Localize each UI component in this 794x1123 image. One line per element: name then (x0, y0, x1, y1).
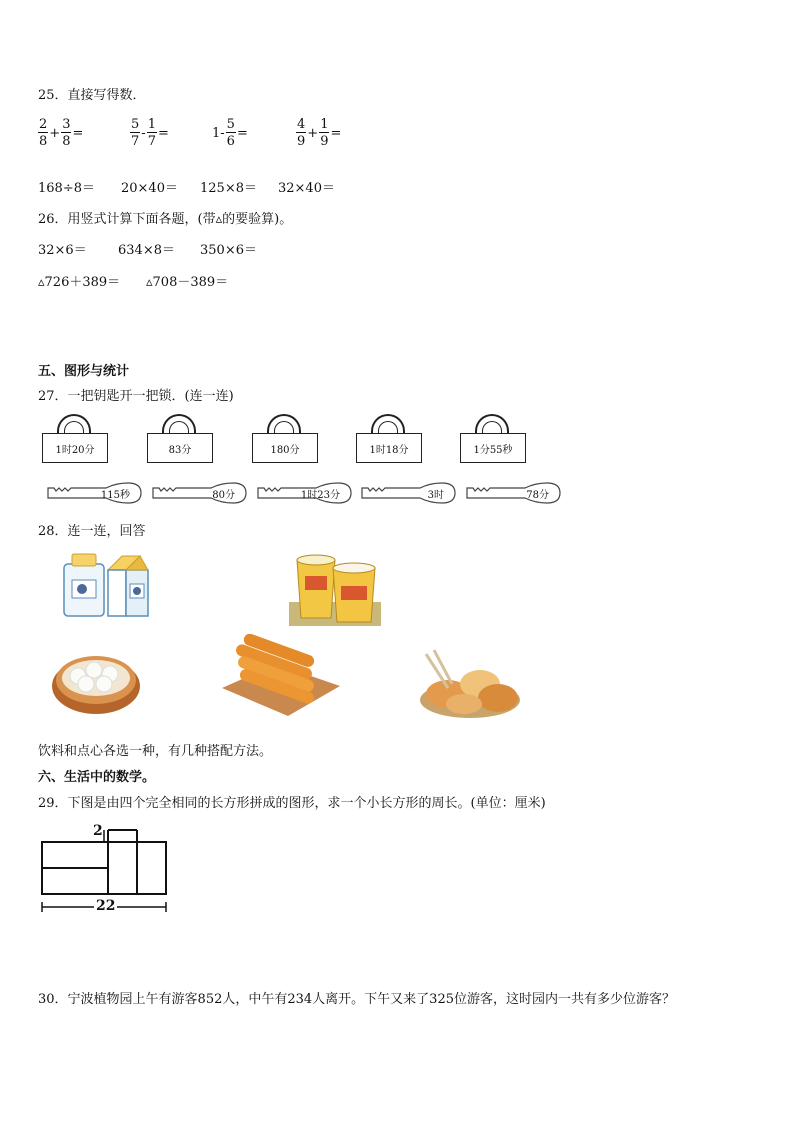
q27-title: 27．一把钥匙开一把锁．(连一连) (38, 389, 234, 404)
figure-label-top: 2 (93, 823, 103, 839)
key-label: 78分 (526, 490, 549, 501)
key (256, 482, 352, 504)
lock (460, 414, 526, 466)
q25-title: 25．直接写得数． (38, 88, 146, 103)
fraction: $\frac{1}{7}$ (147, 117, 156, 149)
q25-expr: 125×8＝ (200, 181, 257, 196)
q29-title: 29．下图是由四个完全相同的长方形拼成的图形，求一个小长方形的周长。(单位：厘米) (38, 796, 546, 811)
lock-label: 180分 (252, 433, 318, 463)
q26-expr: ▵708－389＝ (146, 275, 229, 290)
lock-label: 1时20分 (42, 433, 108, 463)
q26-expr: ▵726＋389＝ (38, 275, 121, 290)
q25-expr: 168÷8＝ (38, 181, 95, 196)
key (360, 482, 456, 504)
key-label: 115秒 (100, 490, 130, 501)
q25-fraction-3: 1- $\frac{5}{6}$ = (212, 117, 248, 149)
lock-label: 83分 (147, 433, 213, 463)
fraction: $\frac{2}{8}$ (39, 117, 48, 149)
fraction: $\frac{5}{7}$ (131, 117, 140, 149)
fraction: $\frac{1}{9}$ (320, 117, 329, 149)
q26-title: 26．用竖式计算下面各题，(带▵的要验算)。 (38, 212, 293, 227)
key-label: 1时23分 (300, 490, 340, 501)
key-label: 3时 (427, 490, 444, 501)
key (46, 482, 142, 504)
q26-expr: 32×6＝ (38, 243, 87, 258)
q26-expr: 350×6＝ (200, 243, 257, 258)
key (151, 482, 247, 504)
figure-label-bottom: 22 (96, 898, 116, 914)
fraction: $\frac{5}{6}$ (226, 117, 235, 149)
q26-expr: 634×8＝ (118, 243, 175, 258)
q25-expr: 20×40＝ (121, 181, 178, 196)
q25-fraction-2: $\frac{5}{7}$ - $\frac{1}{7}$ = (131, 117, 169, 149)
lock (147, 414, 213, 466)
q25-fraction-1: $\frac{2}{8}$ + $\frac{3}{8}$ = (39, 117, 84, 149)
q25-expr: 32×40＝ (278, 181, 335, 196)
section-heading: 五、图形与统计 (38, 364, 130, 379)
lock-label: 1分55秒 (460, 433, 526, 463)
milk-cartons-image (60, 552, 152, 620)
bread-image (418, 648, 522, 718)
steamed-buns-image (50, 636, 142, 720)
q25-fraction-4: $\frac{4}{9}$ + $\frac{1}{9}$ = (297, 117, 342, 149)
lock (42, 414, 108, 466)
key (465, 482, 561, 504)
lock (356, 414, 422, 466)
fraction: $\frac{4}{9}$ (297, 117, 306, 149)
q28-question: 饮料和点心各选一种，有几种搭配方法。 (38, 744, 273, 759)
fraction: $\frac{3}{8}$ (62, 117, 71, 149)
q28-title: 28．连一连，回答 (38, 524, 146, 539)
section-heading: 六、生活中的数学。 (38, 770, 156, 785)
q30-title: 30．宁波植物园上午有游客852人，中午有234人离开。下午又来了325位游客，这时园内一共有多少位游客？ (38, 992, 675, 1007)
lock (252, 414, 318, 466)
key-label: 80分 (212, 490, 235, 501)
drink-cups-image (289, 552, 381, 626)
fried-dough-sticks-image (218, 634, 342, 718)
lock-label: 1时18分 (356, 433, 422, 463)
